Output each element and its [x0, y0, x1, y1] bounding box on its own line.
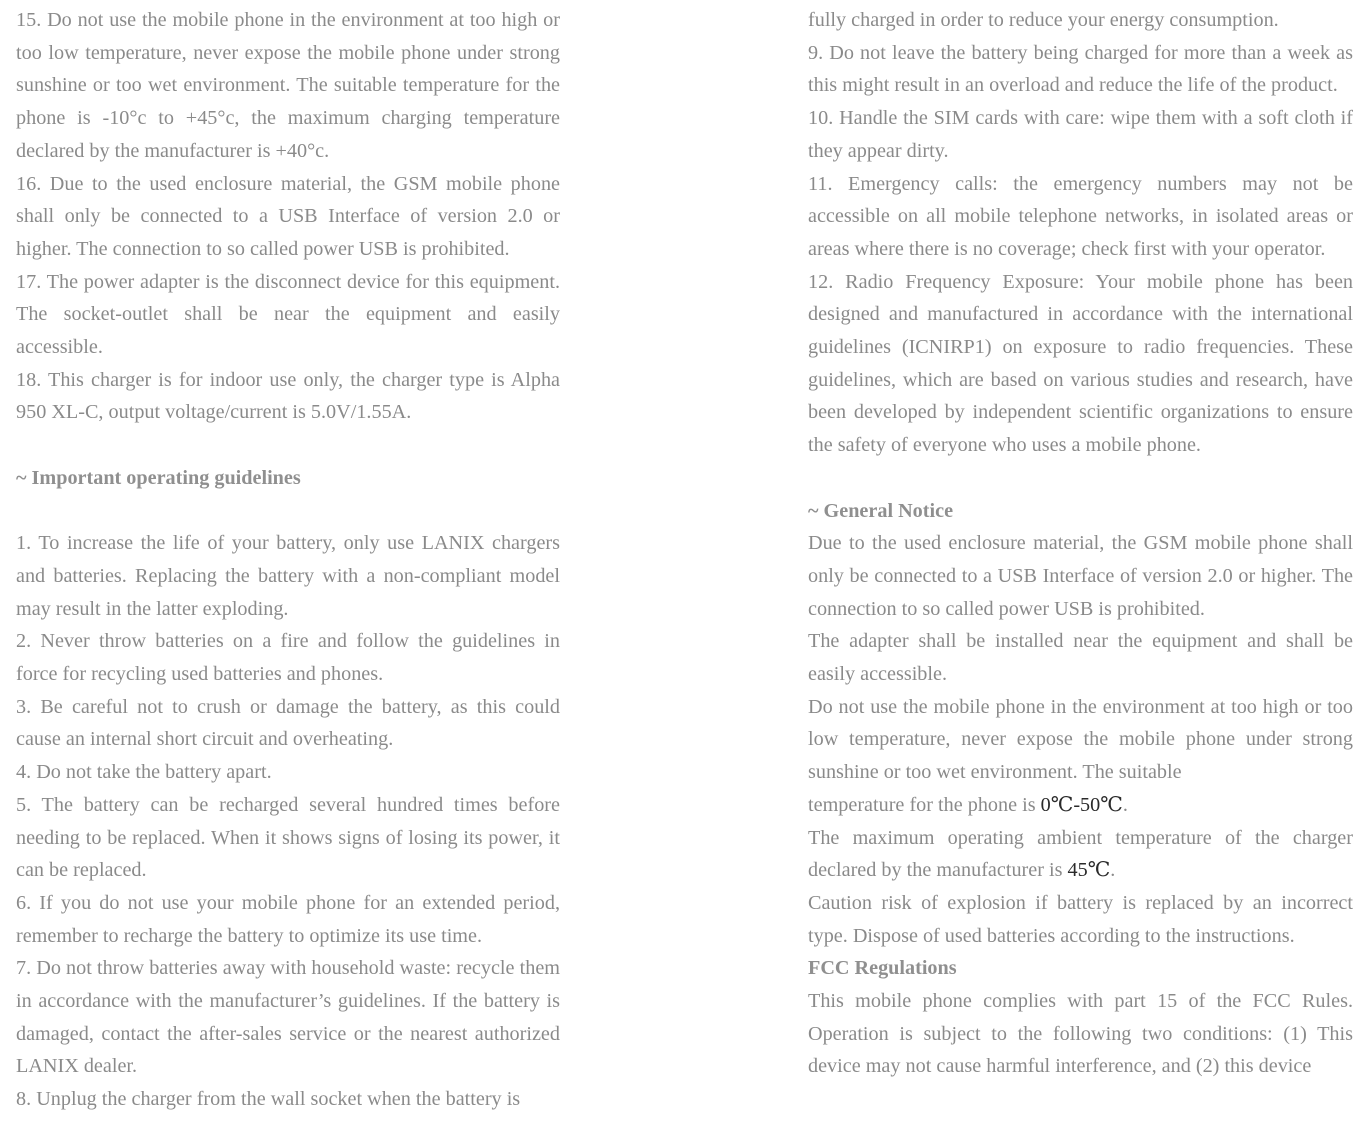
- paragraph-16: 16. Due to the used enclosure material, the GSM mobile phone shall only be connected to a USB Interface of version 2.0 or higher. The connection to so called power USB is prohibited.: [16, 172, 560, 260]
- charger-temp-value: 45℃: [1067, 859, 1111, 882]
- temp-prefix: temperature for the phone is: [808, 793, 1041, 816]
- guideline-1: 1. To increase the life of your battery, only use LANIX chargers and batteries. Replacing the battery with a non-compliant model may result in the latter exploding.: [16, 532, 560, 620]
- notice-adapter: The adapter shall be installed near the equipment and shall be easily accessible.: [808, 630, 1353, 686]
- spacer: [16, 429, 560, 462]
- notice-usb: Due to the used enclosure material, the GSM mobile phone shall only be connected to a USB Interface of version 2.0 or higher. The connection to so called power USB is prohibited.: [808, 532, 1353, 620]
- guideline-3: 3. Be careful not to crush or damage the battery, as this could cause an internal short circuit and overheating.: [16, 695, 560, 751]
- temp-range: 0℃-50℃: [1040, 793, 1123, 816]
- guideline-11: 11. Emergency calls: the emergency numbers may not be accessible on all mobile telephone networks, in isolated areas or areas where there is no coverage; check first with your operator.: [808, 172, 1353, 260]
- general-notice-heading: ~ General Notice: [808, 499, 954, 522]
- guideline-8: 8. Unplug the charger from the wall socket when the battery is: [16, 1088, 521, 1111]
- paragraph-17: 17. The power adapter is the disconnect device for this equipment. The socket-outlet shall be near the equipment and easily accessible.: [16, 270, 560, 359]
- notice-temperature: [808, 789, 1353, 822]
- guideline-2: 2. Never throw batteries on a fire and follow the guidelines in force for recycling used batteries and phones.: [16, 630, 560, 686]
- guideline-9: 9. Do not leave the battery being charged for more than a week as this might result in an overload and reduce the life of the product.: [808, 41, 1353, 97]
- fcc-text: This mobile phone complies with part 15 of the FCC Rules. Operation is subject to the following two conditions: (1) This device may not cause harmful interference, and (2) this device: [808, 990, 1353, 1078]
- spacer: [808, 462, 1353, 495]
- left-column: [16, 4, 560, 1116]
- guideline-7: 7. Do not throw batteries away with household waste: recycle them in accordance with the manufacturer’s guidelines. If the battery is damaged, contact the after-sales service or the nearest authorized LANIX dealer.: [16, 957, 560, 1078]
- caution-text: Caution risk of explosion if battery is replaced by an incorrect type. Dispose of used batteries according to the instructions.: [808, 891, 1353, 947]
- temp-suffix: .: [1122, 793, 1128, 816]
- spacer: [16, 495, 560, 528]
- paragraph-15: 15. Do not use the mobile phone in the environment at too high or too low temperature, never expose the mobile phone under strong sunshine or too wet environment. The suitable temperature for the phone is -10°c to +45°c, the maximum charging temperature declared by the manufacturer is +40°c.: [16, 9, 560, 162]
- guideline-12: 12. Radio Frequency Exposure: Your mobile phone has been designed and manufactured in accordance with the international guidelines (ICNIRP1) on exposure to radio frequencies. These guidelines, which are based on various studies and research, have been developed by independent scientific organizations to ensure the safety of everyone who uses a mobile phone.: [808, 270, 1353, 457]
- guideline-5: 5. The battery can be recharged several hundred times before needing to be replaced. When it shows signs of losing its power, it can be replaced.: [16, 793, 560, 882]
- right-column: [808, 4, 1353, 1083]
- guideline-6: 6. If you do not use your mobile phone for an extended period, remember to recharge the battery to optimize its use time.: [16, 891, 560, 947]
- guideline-4: 4. Do not take the battery apart.: [16, 761, 272, 784]
- fcc-heading: FCC Regulations: [808, 957, 957, 980]
- charger-temp-suffix: .: [1110, 859, 1116, 882]
- notice-environment: Do not use the mobile phone in the environment at too high or too low temperature, never expose the mobile phone under strong sunshine or too wet environment. The suitable: [808, 695, 1353, 784]
- guidelines-heading: ~ Important operating guidelines: [16, 466, 301, 489]
- paragraph-18: 18. This charger is for indoor use only, the charger type is Alpha 950 XL-C, output voltage/current is 5.0V/1.55A.: [16, 368, 560, 424]
- charger-temp-prefix: The maximum operating ambient temperature of the charger declared by the manufacturer is: [808, 826, 1353, 882]
- guideline-8-continued: fully charged in order to reduce your energy consumption.: [808, 9, 1279, 31]
- guideline-10: 10. Handle the SIM cards with care: wipe them with a soft cloth if they appear dirty.: [808, 107, 1353, 162]
- notice-charger-temperature: [808, 822, 1353, 887]
